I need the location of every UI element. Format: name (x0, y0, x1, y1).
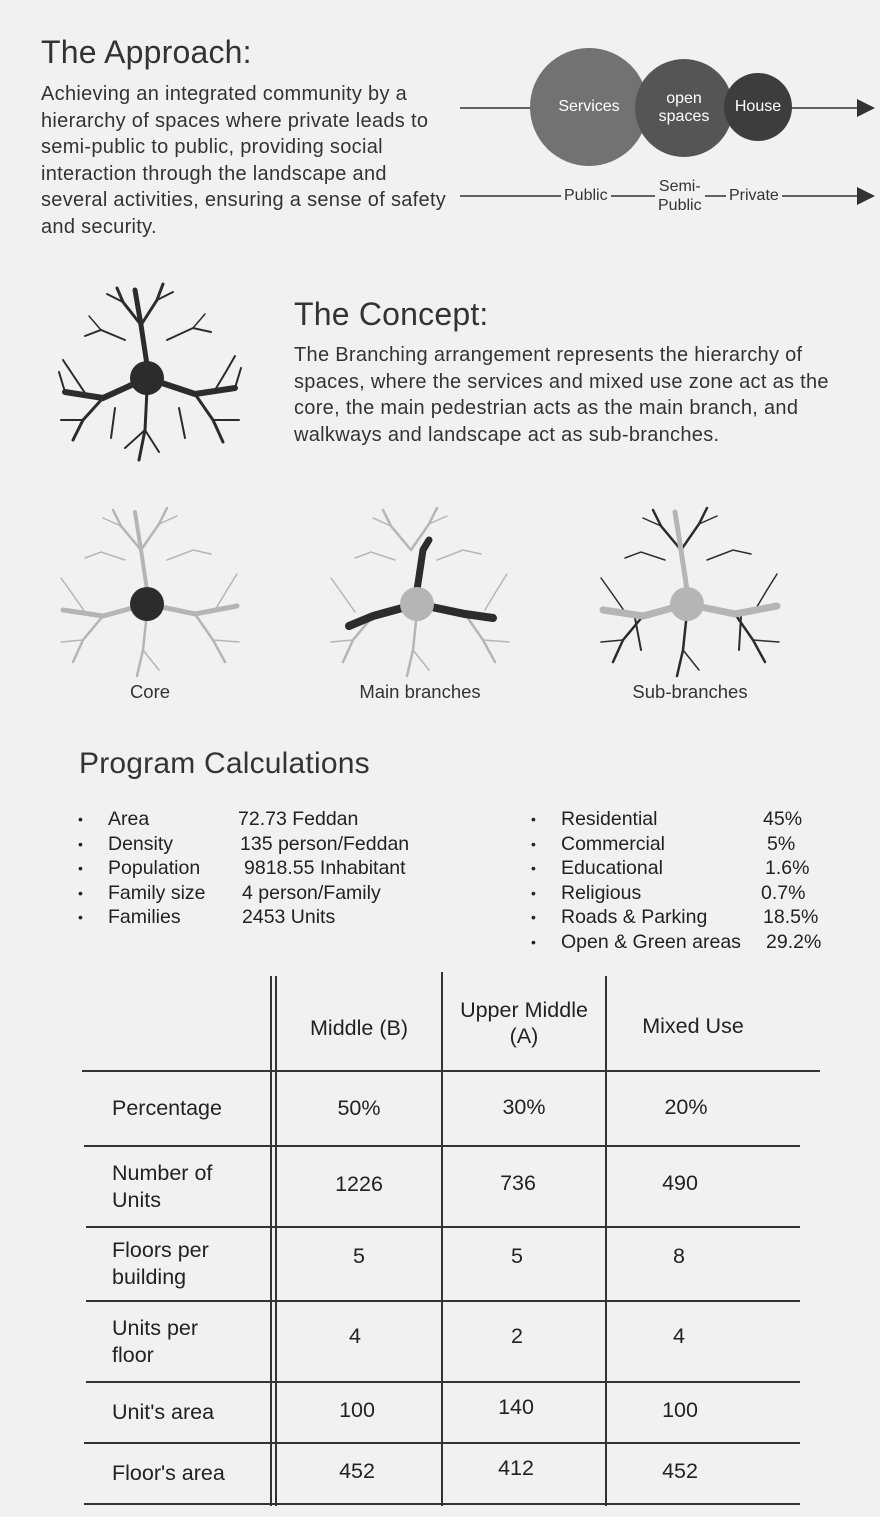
table-cell: 452 (662, 1458, 698, 1483)
caption-main-branches: Main branches (359, 681, 481, 702)
program-item (108, 905, 468, 930)
header-mixed-use: Mixed Use (642, 1013, 744, 1038)
axis-semi-public: Semi- Public (655, 177, 705, 215)
program-item (561, 856, 831, 881)
table-divider (270, 976, 272, 1506)
branching-tree-icon (55, 280, 245, 465)
table-cell: 4 (349, 1323, 361, 1348)
program-item (108, 856, 468, 881)
program-item (561, 905, 831, 930)
table-cell: 100 (662, 1397, 698, 1422)
main-branches-tree-icon (325, 500, 515, 680)
services-circle (530, 48, 648, 166)
item-label: Open & Green areas (561, 930, 741, 953)
item-label: Commercial (561, 832, 666, 855)
item-label: Population (108, 857, 201, 879)
item-label: Families (108, 906, 181, 928)
item-label: Educational (561, 857, 663, 879)
table-cell: 30% (502, 1094, 546, 1119)
table-cell: 736 (500, 1170, 536, 1195)
approach-title: The Approach: (41, 34, 252, 70)
axis-private: Private (726, 187, 782, 205)
core-tree-icon (55, 500, 245, 680)
row-label-units-per-floor: Units per floor (112, 1315, 199, 1367)
open-spaces-label: open spaces (658, 90, 710, 125)
item-label: Residential (561, 808, 658, 830)
table-cell: 50% (337, 1096, 381, 1120)
table-cell: 452 (339, 1458, 375, 1483)
item-value: 5% (767, 832, 796, 855)
table-cell: 8 (673, 1243, 685, 1268)
row-label-percentage: Percentage (112, 1096, 222, 1120)
item-value: 18.5% (763, 906, 819, 928)
item-label: Religious (561, 881, 642, 904)
program-item (108, 881, 468, 906)
program-title: Program Calculations (79, 747, 370, 780)
axis-public: Public (561, 187, 611, 205)
services-label: Services (558, 98, 620, 115)
table-cell: 140 (498, 1394, 534, 1419)
table-cell: 4 (673, 1323, 685, 1348)
item-value: 135 person/Feddan (240, 832, 410, 855)
item-value: 45% (763, 808, 803, 830)
item-value: 2453 Units (242, 906, 336, 928)
table-cell: 2 (511, 1323, 523, 1348)
table-cell: 5 (511, 1243, 523, 1268)
program-right-list (561, 807, 831, 954)
table-cell: 1226 (335, 1172, 383, 1196)
approach-text: Achieving an integrated community by a hierarchy of spaces where private leads to semi-public to public, providing social interaction through the landscape and several activities, ensuring a sense of safety and security. (41, 83, 447, 238)
row-label-floors-per-building: Floors per building (112, 1238, 209, 1289)
sub-branches-tree-icon (595, 500, 785, 680)
table-cell: 5 (353, 1243, 365, 1268)
row-label-units-area: Unit's area (112, 1400, 215, 1424)
house-label: House (734, 98, 782, 115)
program-item (561, 930, 831, 955)
concept-text: The Branching arrangement represents the hierarchy of spaces, where the services and mixed use zone act as the core, the main pedestrian acts as the main branch, and walkways and landscape act as sub-branches. (294, 344, 829, 446)
program-item (561, 832, 831, 857)
item-value: 4 person/Family (242, 881, 381, 904)
header-upper-middle-a: Upper Middle (A) (460, 998, 588, 1048)
open-spaces-circle (635, 59, 733, 157)
table-cell: 412 (498, 1455, 534, 1480)
house-circle (724, 73, 792, 141)
table-cell: 490 (662, 1170, 698, 1195)
row-label-floors-area: Floor's area (112, 1461, 225, 1485)
program-item (108, 807, 468, 832)
item-value: 0.7% (761, 881, 806, 904)
item-value: 29.2% (766, 930, 822, 953)
program-item (561, 807, 831, 832)
item-label: Density (108, 832, 174, 855)
program-item (108, 832, 468, 857)
row-label-number-of-units: Number of Units (112, 1160, 213, 1212)
item-value: 72.73 Feddan (238, 808, 359, 830)
table-cell: 20% (664, 1094, 708, 1119)
item-label: Family size (108, 881, 206, 904)
concept-title: The Concept: (294, 296, 489, 332)
item-label: Roads & Parking (561, 906, 708, 928)
header-middle-b: Middle (B) (310, 1015, 408, 1040)
program-left-list (108, 807, 468, 930)
table-divider (84, 1503, 800, 1505)
caption-sub-branches: Sub-branches (632, 681, 748, 702)
item-value: 1.6% (765, 857, 810, 879)
item-value: 9818.55 Inhabitant (244, 857, 406, 879)
table-cell: 100 (339, 1397, 375, 1422)
program-item (561, 881, 831, 906)
caption-core: Core (129, 681, 171, 702)
item-label: Area (108, 808, 150, 830)
